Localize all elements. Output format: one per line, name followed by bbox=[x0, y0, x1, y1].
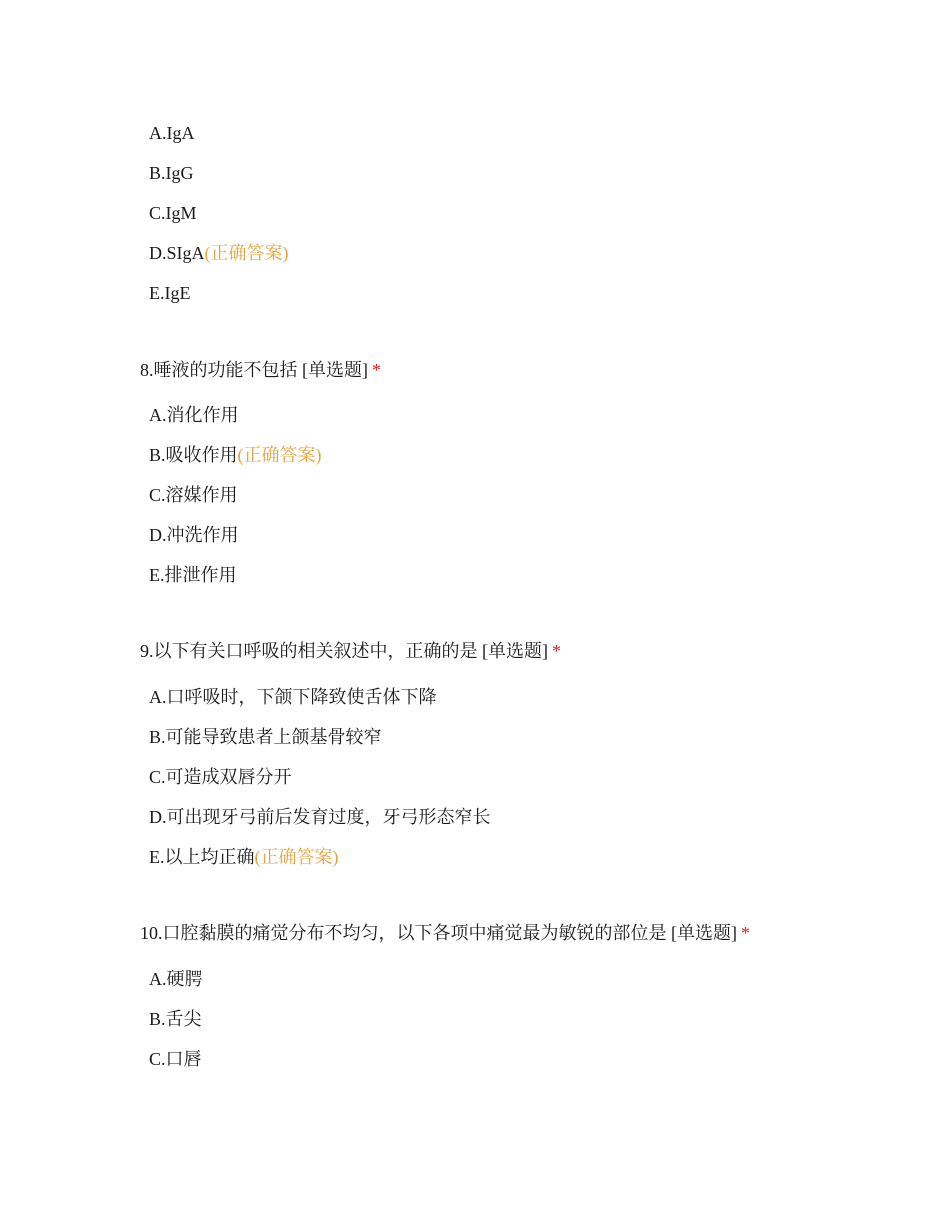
option-7e bbox=[149, 281, 190, 305]
option-8a bbox=[149, 403, 239, 427]
required-mark: * bbox=[741, 923, 750, 943]
option-text: C.口唇 bbox=[149, 1049, 202, 1069]
correct-answer-mark: (正确答案) bbox=[237, 445, 322, 465]
option-text: C.可造成双唇分开 bbox=[149, 767, 292, 787]
required-mark: * bbox=[372, 360, 381, 380]
option-text: E.排泄作用 bbox=[149, 565, 237, 585]
option-text: C.IgM bbox=[149, 203, 197, 223]
option-7d bbox=[149, 241, 289, 265]
option-text: D.SIgA bbox=[149, 243, 205, 263]
question-title bbox=[140, 639, 561, 663]
option-9e bbox=[149, 845, 339, 869]
correct-answer-mark: (正确答案) bbox=[204, 243, 289, 263]
question-title-text: 8.唾液的功能不包括 [单选题] bbox=[140, 360, 368, 380]
option-text: A.硬腭 bbox=[149, 969, 203, 989]
option-10c bbox=[149, 1047, 202, 1071]
required-mark: * bbox=[552, 641, 561, 661]
option-9c bbox=[149, 765, 292, 789]
option-9d bbox=[149, 805, 491, 829]
option-text: A.口呼吸时，下颌下降致使舌体下降 bbox=[149, 687, 437, 707]
question-title-text: 10.口腔黏膜的痛觉分布不均匀，以下各项中痛觉最为敏锐的部位是 [单选题] bbox=[140, 923, 737, 943]
option-text: B.可能导致患者上颌基骨较窄 bbox=[149, 727, 382, 747]
option-10b bbox=[149, 1007, 202, 1031]
option-text: D.可出现牙弓前后发育过度，牙弓形态窄长 bbox=[149, 807, 491, 827]
question-title bbox=[140, 358, 381, 382]
option-8b bbox=[149, 443, 322, 467]
option-8d bbox=[149, 523, 239, 547]
option-7b bbox=[149, 161, 194, 185]
option-text: B.吸收作用 bbox=[149, 445, 238, 465]
option-text: D.冲洗作用 bbox=[149, 525, 239, 545]
option-text: B.舌尖 bbox=[149, 1009, 202, 1029]
option-text: A.消化作用 bbox=[149, 405, 239, 425]
option-8e bbox=[149, 563, 237, 587]
option-text: E.IgE bbox=[149, 283, 191, 303]
option-8c bbox=[149, 483, 238, 507]
option-text: B.IgG bbox=[149, 163, 194, 183]
option-7c bbox=[149, 201, 197, 225]
option-text: C.溶媒作用 bbox=[149, 485, 238, 505]
option-7a bbox=[149, 121, 195, 145]
correct-answer-mark: (正确答案) bbox=[254, 847, 339, 867]
option-9b bbox=[149, 725, 382, 749]
question-title-text: 9.以下有关口呼吸的相关叙述中，正确的是 [单选题] bbox=[140, 641, 548, 661]
option-9a bbox=[149, 685, 437, 709]
question-title bbox=[140, 921, 750, 945]
option-text: A.IgA bbox=[149, 123, 195, 143]
option-text: E.以上均正确 bbox=[149, 847, 255, 867]
option-10a bbox=[149, 967, 203, 991]
